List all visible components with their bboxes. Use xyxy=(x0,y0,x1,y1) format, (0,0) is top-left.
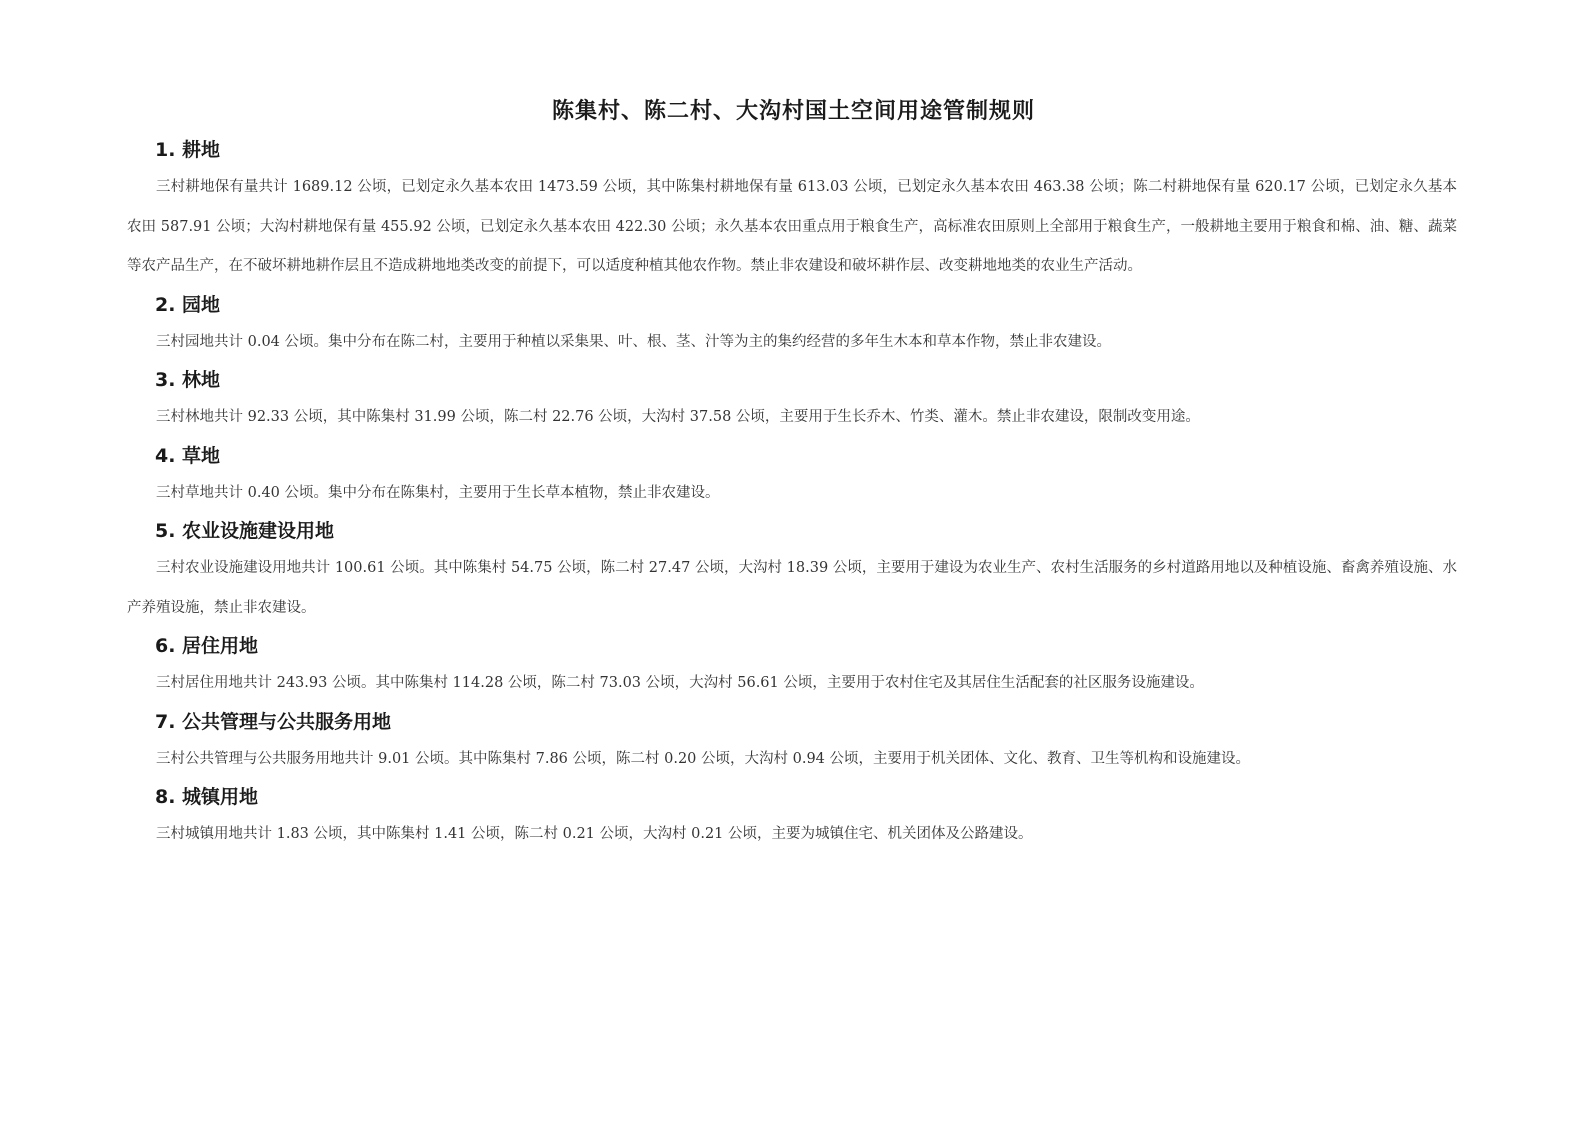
section-heading: 6. 居住用地 xyxy=(155,635,259,657)
section-heading: 3. 林地 xyxy=(155,369,221,391)
section-body: 三村居住用地共计 243.93 公顷。其中陈集村 114.28 公顷，陈二村 73.03 公顷，大沟村 56.61 公顷，主要用于农村住宅及其居住生活配套的社区服务设施建设。 xyxy=(156,675,1204,691)
section-heading: 2. 园地 xyxy=(155,293,221,316)
section-heading: 7. 公共管理与公共服务用地 xyxy=(155,710,392,733)
section-public-service-land xyxy=(127,704,1457,780)
section-heading: 8. 城镇用地 xyxy=(155,786,259,808)
section-body: 三村城镇用地共计 1.83 公顷，其中陈集村 1.41 公顷，陈二村 0.21 公顷，大沟村 0.21 公顷，主要为城镇住宅、机关团体及公路建设。 xyxy=(156,826,1033,842)
section-residential-land xyxy=(127,628,1457,704)
section-body: 三村公共管理与公共服务用地共计 9.01 公顷。其中陈集村 7.86 公顷，陈二村 0.20 公顷，大沟村 0.94 公顷，主要用于机关团体、文化、教育、卫生等机构和设施建设。 xyxy=(156,750,1251,767)
section-cultivated-land xyxy=(127,132,1457,287)
section-forest-land xyxy=(127,362,1457,438)
document-content xyxy=(127,132,1457,855)
section-body: 三村农业设施建设用地共计 100.61 公顷。其中陈集村 54.75 公顷，陈二村 27.47 公顷，大沟村 18.39 公顷，主要用于建设为农业生产、农村生活服务的乡村道路用地以及种植设施、畜禽养殖设施、水产养殖设施，禁止非农建设。 xyxy=(127,560,1457,616)
section-grassland xyxy=(127,438,1457,514)
section-body: 三村耕地保有量共计 1689.12 公顷，已划定永久基本农田 1473.59 公顷，其中陈集村耕地保有量 613.03 公顷，已划定永久基本农田 463.38 公顷；陈二村耕地保有量 620.17 公顷，已划定永久基本农田 587.91 公顷；大沟村耕地保有量 455.92 公顷，已划定永久基本农田 422.30 公顷；永久基本农田重点用于粮食生产，高标准农田原则上全部用于粮食生产，一般耕地主要用于粮食和棉、油、糖、蔬菜等农产品生产，在不破坏耕地耕作层且不造成耕地地类改变的前提下，可以适度种植其他农作物。禁止非农建设和破坏耕作层、改变耕地地类的农业生产活动。 xyxy=(127,179,1457,274)
section-urban-land xyxy=(127,779,1457,855)
section-heading: 1. 耕地 xyxy=(155,139,221,161)
document-title: 陈集村、陈二村、大沟村国土空间用途管制规则 xyxy=(551,99,1035,124)
section-heading: 5. 农业设施建设用地 xyxy=(155,520,335,542)
section-body: 三村园地共计 0.04 公顷。集中分布在陈二村，主要用于种植以采集果、叶、根、茎、汁等为主的集约经营的多年生木本和草本作物，禁止非农建设。 xyxy=(156,333,1111,350)
section-heading: 4. 草地 xyxy=(155,444,221,467)
section-agricultural-facility-land xyxy=(127,513,1457,628)
section-body: 三村草地共计 0.40 公顷。集中分布在陈集村，主要用于生长草本植物，禁止非农建设。 xyxy=(156,484,720,501)
section-garden-land xyxy=(127,287,1457,363)
section-body: 三村林地共计 92.33 公顷，其中陈集村 31.99 公顷，陈二村 22.76 公顷，大沟村 37.58 公顷，主要用于生长乔木、竹类、灌木。禁止非农建设，限制改变用途。 xyxy=(156,409,1200,425)
